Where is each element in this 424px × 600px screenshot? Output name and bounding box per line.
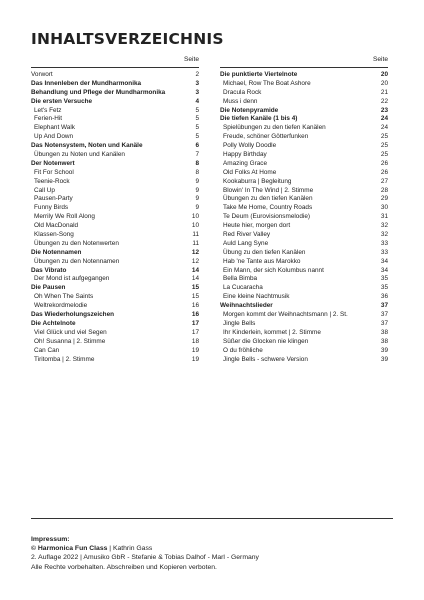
toc-entry-title: Amazing Grace [223, 159, 268, 167]
toc-entry-page: 8 [195, 168, 199, 176]
toc-heading [220, 115, 388, 124]
toc-entry-page: 29 [380, 195, 388, 203]
toc-entry-title: Call Up [34, 186, 55, 194]
toc-entry-title: Old MacDonald [34, 222, 79, 230]
toc-entry-page: 12 [191, 248, 199, 256]
toc-entry-title: Hab 'ne Tante aus Marokko [223, 257, 301, 265]
toc-entry-page: 26 [380, 168, 388, 176]
toc-entry-title: Morgen kommt der Weihnachtsmann | 2. St. [223, 311, 348, 319]
toc-entry-page: 25 [380, 151, 388, 159]
toc-entry-page: 35 [380, 275, 388, 283]
toc-entry-title: Die Notennamen [31, 248, 82, 256]
toc-entry-page: 24 [380, 115, 388, 123]
toc-entry-title: Happy Birthday [223, 151, 267, 159]
toc-heading [31, 160, 199, 169]
toc-entry [31, 258, 199, 267]
toc-entry [220, 249, 388, 258]
imprint-line-2: 2. Auflage 2022 | Amusiko GbR - Stefanie & Tobias Dalhof - Marl - Germany [31, 554, 259, 562]
toc-entry-page: 28 [380, 186, 388, 194]
toc-entry-page: 9 [195, 186, 199, 194]
toc-entry [31, 338, 199, 347]
toc-entry-title: Muss i denn [223, 97, 258, 105]
toc-entry-page: 5 [195, 124, 199, 132]
toc-entry-title: Ferien-Hit [34, 115, 63, 123]
toc-entry [220, 338, 388, 347]
toc-entry-page: 20 [380, 79, 388, 87]
toc-entry [220, 231, 388, 240]
toc-entry [220, 222, 388, 231]
toc-entry-page: 17 [191, 328, 199, 336]
toc-entry [31, 107, 199, 116]
toc-entry-page: 15 [191, 293, 199, 301]
toc-entry-page: 21 [380, 88, 388, 96]
toc-entry [31, 71, 199, 80]
toc-entry-title: Oh When The Saints [34, 293, 94, 301]
toc-entry-title: Kookaburra | Begleitung [223, 177, 292, 185]
toc-entry [31, 187, 199, 196]
toc-entry-title: Übungen zu den tiefen Kanälen [223, 195, 313, 203]
toc-entry-title: Eine kleine Nachtmusik [223, 293, 290, 301]
toc-entry-title: Vorwort [31, 71, 53, 78]
toc-heading [31, 142, 199, 151]
toc-heading [220, 302, 388, 311]
toc-heading [31, 320, 199, 329]
toc-entry-title: Spielübungen zu den tiefen Kanälen [223, 124, 326, 132]
toc-entry-page: 30 [380, 204, 388, 212]
toc-entry-page: 17 [191, 319, 199, 327]
toc-entry [220, 284, 388, 293]
toc-entry [220, 178, 388, 187]
toc-entry-title: Klassen-Song [34, 231, 74, 239]
toc-entry [220, 80, 388, 89]
toc-entry [220, 169, 388, 178]
imprint-heading: Impressum: [31, 536, 70, 543]
toc-entry-page: 34 [380, 257, 388, 265]
toc-entry-page: 9 [195, 177, 199, 185]
toc-entry-page: 32 [380, 222, 388, 230]
toc-entry [220, 240, 388, 249]
toc-entry [220, 329, 388, 338]
toc-entry-page: 15 [191, 284, 199, 292]
toc-entry [220, 356, 388, 365]
seite-label-left: Seite [183, 56, 199, 63]
toc-entry-page: 25 [380, 142, 388, 150]
toc-entry-title: Übungen zu Noten und Kanälen [34, 151, 125, 159]
page-title: INHALTSVERZEICHNIS [31, 30, 224, 48]
toc-entry-title: Jingle Bells - schwere Version [223, 355, 308, 363]
toc-entry-title: Bella Bimba [223, 275, 258, 283]
toc-entry-title: Red River Valley [223, 231, 271, 239]
toc-entry-page: 36 [380, 293, 388, 301]
imprint-line-3: Alle Rechte vorbehalten. Abschreiben und Kopieren verboten. [31, 563, 217, 571]
toc-entry [31, 347, 199, 356]
toc-entry-title: Die ersten Versuche [31, 97, 93, 105]
toc-entry [31, 222, 199, 231]
toc-entry-page: 16 [191, 311, 199, 319]
toc-entry-title: Freude, schöner Götterfunken [223, 133, 309, 141]
toc-entry [31, 275, 199, 284]
toc-entry-page: 38 [380, 337, 388, 345]
toc-entry-page: 5 [195, 106, 199, 114]
toc-entry [220, 347, 388, 356]
toc-entry-page: 37 [380, 311, 388, 319]
toc-entry-page: 19 [191, 346, 199, 354]
toc-entry-page: 19 [191, 355, 199, 363]
toc-entry-page: 14 [191, 275, 199, 283]
toc-entry-page: 32 [380, 231, 388, 239]
toc-entry-title: Das Innenleben der Mundharmonika [31, 79, 142, 87]
toc-entry-page: 39 [380, 355, 388, 363]
toc-heading [31, 284, 199, 293]
toc-entry-page: 14 [191, 266, 199, 274]
toc-entry-title: Das Vibrato [31, 266, 67, 274]
footer-divider [31, 518, 393, 519]
toc-entry-title: Tiritomba | 2. Stimme [34, 355, 95, 363]
toc-entry-page: 3 [195, 88, 199, 96]
toc-entry [31, 124, 199, 133]
toc-entry [220, 124, 388, 133]
toc-heading [31, 80, 199, 89]
toc-entry-title: Weltrekordmelodie [34, 302, 88, 310]
toc-entry [220, 213, 388, 222]
toc-entry-title: Der Mond ist aufgegangen [34, 275, 110, 283]
toc-entry-page: 20 [380, 71, 388, 78]
toc-entry [220, 151, 388, 160]
toc-entry-page: 16 [191, 302, 199, 310]
toc-heading [220, 71, 388, 80]
toc-heading [31, 98, 199, 107]
imprint-brand: © Harmonica Fun Class [31, 545, 108, 553]
toc-entry-title: Die Notenpyramide [220, 106, 279, 114]
toc-entry-title: Weihnachtslieder [220, 302, 273, 310]
toc-entry-page: 6 [195, 142, 199, 150]
toc-entry [31, 151, 199, 160]
toc-entry-title: Auld Lang Syne [223, 239, 269, 247]
toc-entry [31, 115, 199, 124]
toc-entry-title: Die Achtelnote [31, 319, 76, 327]
toc-entry-title: Süßer die Glocken nie klingen [223, 337, 309, 345]
toc-entry-title: Die punktierte Viertelnote [220, 71, 298, 78]
toc-entry-page: 10 [191, 222, 199, 230]
toc-entry-page: 8 [195, 159, 199, 167]
toc-entry-title: Old Folks At Home [223, 168, 277, 176]
toc-entry-title: Fit For School [34, 168, 74, 176]
toc-entry-page: 25 [380, 133, 388, 141]
toc-entry-title: Michael, Row The Boat Ashore [223, 79, 311, 87]
toc-entry-title: Übungen zu den Notenwerten [34, 239, 119, 247]
toc-entry-title: Übungen zu den Notennamen [34, 257, 120, 265]
toc-entry [220, 133, 388, 142]
toc-entry-title: Der Notenwert [31, 159, 75, 167]
toc-entry-page: 31 [380, 213, 388, 221]
toc-entry-page: 22 [380, 97, 388, 105]
toc-entry-page: 9 [195, 195, 199, 203]
toc-heading [31, 267, 199, 276]
toc-entry-title: Can Can [34, 346, 60, 354]
toc-entry [31, 169, 199, 178]
toc-entry [220, 293, 388, 302]
toc-entry-page: 35 [380, 284, 388, 292]
toc-entry [220, 258, 388, 267]
toc-entry [220, 160, 388, 169]
toc-heading [31, 249, 199, 258]
seite-label-right: Seite [372, 56, 388, 63]
toc-entry-title: Pausen-Party [34, 195, 73, 203]
imprint [31, 535, 259, 572]
toc-entry-page: 5 [195, 133, 199, 141]
toc-entry-page: 7 [195, 151, 199, 159]
toc-list-left [31, 71, 199, 364]
toc-entry-title: Up And Down [34, 133, 74, 141]
toc-entry-title: Elephant Walk [34, 124, 75, 132]
toc-entry-title: Viel Glück und viel Segen [34, 328, 107, 336]
toc-entry-title: Behandlung und Pflege der Mundharmonika [31, 88, 166, 96]
toc-entry-title: Let's Fetz [34, 106, 62, 114]
imprint-author: | Kathrin Gass [107, 545, 153, 553]
toc-entry-page: 2 [195, 71, 199, 78]
toc-entry-page: 26 [380, 159, 388, 167]
toc-entry-title: Polly Wolly Doodle [223, 142, 277, 150]
toc-entry-page: 37 [380, 302, 388, 310]
toc-entry-title: Heute hier, morgen dort [223, 222, 291, 230]
toc-entry-page: 11 [192, 231, 199, 239]
toc-entry-page: 12 [191, 257, 199, 265]
toc-entry [31, 213, 199, 222]
toc-entry-title: Ihr Kinderlein, kommet | 2. Stimme [223, 328, 321, 336]
toc-entry-title: Blowin' In The Wind | 2. Stimme [223, 186, 314, 194]
toc-entry-title: Take Me Home, Country Roads [223, 204, 313, 212]
toc-entry [220, 275, 388, 284]
toc-entry-page: 9 [195, 204, 199, 212]
toc-entry-title: Dracula Rock [223, 88, 262, 96]
toc-heading [31, 89, 199, 98]
toc-column-right [220, 55, 388, 364]
toc-entry-title: Te Deum (Eurovisionsmelodie) [223, 213, 311, 221]
toc-entry-page: 27 [380, 177, 388, 185]
toc-entry-title: Oh! Susanna | 2. Stimme [34, 337, 106, 345]
toc-list-right [220, 71, 388, 364]
toc-entry-page: 23 [380, 106, 388, 114]
divider-left [31, 67, 199, 68]
toc-entry-page: 24 [380, 124, 388, 132]
toc-entry-title: O du fröhliche [223, 346, 263, 354]
toc-entry [31, 204, 199, 213]
toc-entry-title: Merrily We Roll Along [34, 213, 95, 221]
toc-entry-title: Das Notensystem, Noten und Kanäle [31, 142, 143, 150]
toc-heading [31, 311, 199, 320]
toc-entry-page: 5 [195, 115, 199, 123]
toc-entry-title: Ein Mann, der sich Kolumbus nannt [223, 266, 324, 274]
toc-entry-page: 37 [380, 319, 388, 327]
toc-entry [31, 195, 199, 204]
toc-entry-page: 11 [192, 239, 199, 247]
imprint-line-1 [31, 544, 259, 553]
toc-entry-page: 39 [380, 346, 388, 354]
toc-entry [220, 195, 388, 204]
toc-entry-page: 4 [195, 97, 199, 105]
toc-entry [220, 267, 388, 276]
toc-entry-page: 10 [191, 213, 199, 221]
toc-entry [220, 320, 388, 329]
divider-right [220, 67, 388, 68]
toc-entry-title: Teenie-Rock [34, 177, 70, 185]
toc-entry-title: Jingle Bells [223, 319, 256, 327]
toc-entry [31, 329, 199, 338]
toc-column-left [31, 55, 199, 364]
toc-entry-title: Funny Birds [34, 204, 69, 212]
toc-entry [31, 231, 199, 240]
toc-entry [31, 356, 199, 365]
toc-entry-page: 18 [191, 337, 199, 345]
toc-entry [220, 204, 388, 213]
toc-entry [220, 142, 388, 151]
toc-entry-title: Die Pausen [31, 284, 66, 292]
toc-entry-title: La Cucaracha [223, 284, 263, 292]
toc-entry-title: Übung zu den tiefen Kanälen [223, 248, 306, 256]
toc-entry-page: 33 [380, 248, 388, 256]
toc-entry [31, 293, 199, 302]
toc-entry-title: Das Wiederholungszeichen [31, 311, 115, 319]
toc-entry [220, 98, 388, 107]
toc-entry-page: 3 [195, 79, 199, 87]
toc-entry-page: 38 [380, 328, 388, 336]
toc-entry [31, 302, 199, 311]
toc-entry [31, 240, 199, 249]
toc-entry-title: Die tiefen Kanäle (1 bis 4) [220, 115, 298, 123]
toc-entry [31, 133, 199, 142]
toc-entry [220, 89, 388, 98]
toc-entry-page: 34 [380, 266, 388, 274]
toc-entry [220, 311, 388, 320]
toc-entry [31, 178, 199, 187]
toc-heading [220, 107, 388, 116]
toc-entry-page: 33 [380, 239, 388, 247]
